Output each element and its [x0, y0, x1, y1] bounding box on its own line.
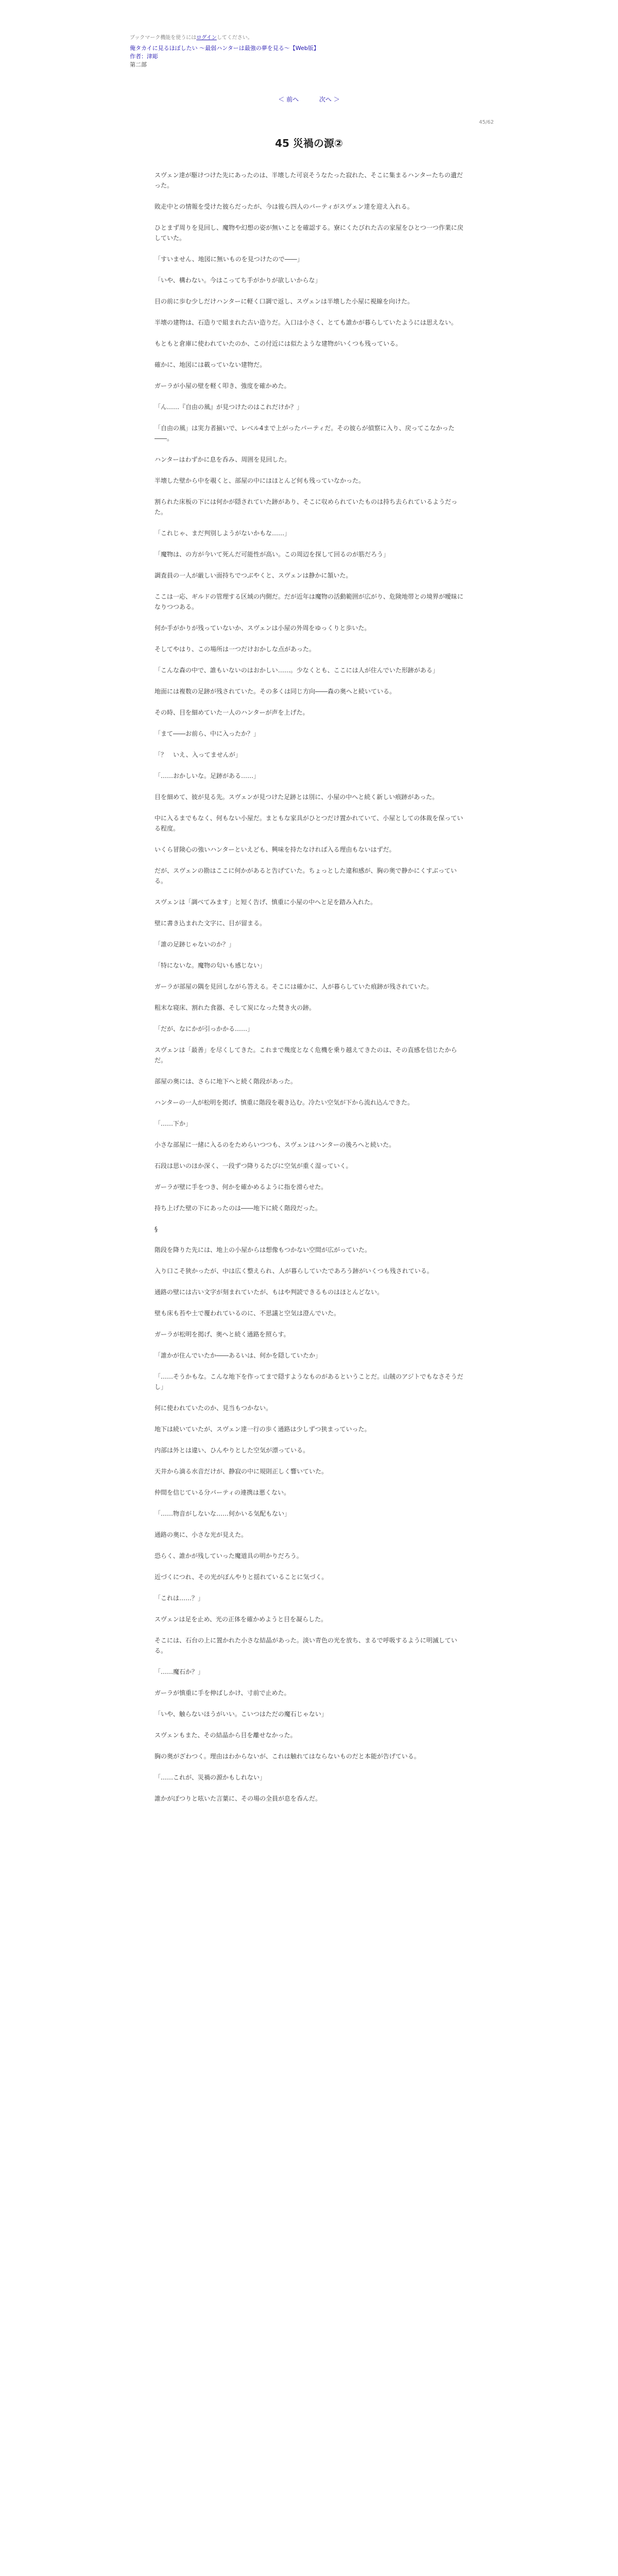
body-paragraph: ひとまず周りを見回し、魔物や幻想の姿が無いことを確認する。寮にくたびれた古の家屋をひとつ一つ作業に戻していた。: [154, 224, 464, 242]
author-link[interactable]: 作者：津彫: [130, 53, 158, 60]
body-paragraph: ガーラが部屋の隅を見回しながら答える。そこには確かに、人が暮らしていた痕跡が残されていた。: [154, 983, 433, 990]
body-paragraph: 調査員の一人が厳しい面持ちでつぶやくと、スヴェンは静かに頷いた。: [154, 572, 352, 579]
body-paragraph: 石段は思いのほか深く、一段ずつ降りるたびに空気が重く湿っていく。: [154, 1162, 352, 1170]
body-paragraph: 「？ いえ、入ってませんが」: [154, 751, 242, 758]
novel-body-part-1: [154, 170, 464, 1213]
next-chapter-link[interactable]: 次へ ＞: [319, 96, 340, 103]
body-paragraph: 「……そうかもな。こんな地下を作ってまで隠すようなものがあるということだ。山賊のアジトでもなさそうだし」: [154, 1373, 464, 1391]
novel-header: [130, 44, 319, 69]
body-paragraph: ガーラが小屋の壁を軽く叩き、強度を確かめた。: [154, 382, 290, 389]
body-paragraph: 「これは……？」: [154, 1595, 204, 1602]
body-paragraph: 胸の奥がざわつく。理由はわからないが、これは触れてはならないものだと本能が告げている。: [154, 1753, 420, 1760]
body-paragraph: 半壊した壁から中を覗くと、部屋の中にはほとんど何も残っていなかった。: [154, 477, 365, 484]
body-paragraph: 目の前に歩む少しだけハンターに軽く口調で返し、スヴェンは半壊した小屋に視線を向けた。: [154, 298, 414, 305]
login-notice-suffix: してください。: [216, 35, 253, 41]
chapter-title: 45 災禍の源②: [275, 137, 343, 149]
body-paragraph: 「……これが、災禍の源かもしれない」: [154, 1774, 266, 1781]
body-paragraph: 通路の壁には古い文字が刻まれていたが、もはや判読できるものはほとんどない。: [154, 1289, 384, 1296]
body-paragraph: スヴェンは「最善」を尽くしてきた。これまで幾度となく危機を乗り越えてきたのは、その直感を信じたからだ。: [154, 1046, 457, 1064]
body-paragraph: 「いや、構わない。今はこってち手がかりが欲しいからな」: [154, 277, 321, 284]
body-paragraph: そこには、石台の上に置かれた小さな結晶があった。淡い青色の光を放ち、まるで呼吸するように明滅している。: [154, 1637, 457, 1654]
body-paragraph: 「……おかしいな。足跡がある……」: [154, 772, 260, 779]
body-paragraph: 小さな部屋に一緒に入るのをためらいつつも、スヴェンはハンターの後ろへと続いた。: [154, 1141, 396, 1148]
prev-chapter-link[interactable]: ＜ 前へ: [278, 96, 299, 103]
body-paragraph: 「いや、触らないほうがいい。こいつはただの魔石じゃない」: [154, 1710, 328, 1718]
body-paragraph: 敗走中との情報を受けた彼らだったが、今は彼ら四人のパーティがスヴェン達を迎え入れる。: [154, 203, 414, 210]
body-paragraph: 「……魔石か？」: [154, 1668, 204, 1675]
body-paragraph: 壁に書き込まれた文字に、目が留まる。: [154, 920, 266, 927]
body-paragraph: 「魔物は、の方が今いて死んだ可能性が高い。この周辺を探して回るのが筋だろう」: [154, 551, 390, 558]
body-paragraph: 恐らく、誰かが残していった魔道具の明かりだろう。: [154, 1552, 303, 1560]
body-paragraph: 天井から滴る水音だけが、静寂の中に規則正しく響いていた。: [154, 1468, 328, 1475]
body-paragraph: 内部は外とは違い、ひんやりとした空気が漂っている。: [154, 1447, 310, 1454]
login-link[interactable]: ログイン: [196, 35, 217, 41]
novel-body: [154, 170, 464, 1815]
body-paragraph: 「誰の足跡じゃないのか？」: [154, 941, 235, 948]
body-paragraph: 「……下か」: [154, 1120, 192, 1127]
body-paragraph: ハンターの一人が松明を掲げ、慎重に階段を覗き込む。冷たい空気が下から流れ込んできた。: [154, 1099, 414, 1106]
body-paragraph: ガーラが壁に手をつき、何かを確かめるように指を滑らせた。: [154, 1183, 328, 1191]
body-paragraph: もともと倉庫に使われていたのか、この付近には似たような建物がいくつも残っている。: [154, 340, 402, 347]
body-paragraph: ガーラが慎重に手を伸ばしかけ、寸前で止めた。: [154, 1689, 290, 1697]
body-paragraph: 何か手がかりが残っていないか、スヴェンは小屋の外周をゆっくりと歩いた。: [154, 624, 371, 632]
body-paragraph: 「すいません、地図に無いものを見つけたので――」: [154, 256, 303, 263]
body-paragraph: 「まて――お前ら、中に入ったか？」: [154, 730, 260, 737]
body-paragraph: ここは一応、ギルドの管理する区域の内側だ。だが近年は魔物の活動範囲が広がり、危険地帯との境界が曖昧になりつつある。: [154, 593, 464, 611]
body-paragraph: 半壊の建物は、石造りで組まれた古い造りだ。入口は小さく、とても誰かが暮らしていたようには思えない。: [154, 319, 457, 326]
body-paragraph: いくら冒険心の強いハンターといえども、興味を持たなければ入る理由もないはずだ。: [154, 846, 396, 853]
chapter-pager: [0, 95, 618, 104]
body-paragraph: スヴェンは「調べてみます」と短く告げ、慎重に小屋の中へと足を踏み入れた。: [154, 899, 377, 906]
body-paragraph: ハンターはわずかに息を呑み、周囲を見回した。: [154, 456, 291, 463]
body-paragraph: スヴェンもまた、その結晶から目を離せなかった。: [154, 1732, 297, 1739]
body-paragraph: 目を細めて、彼が見る先。スヴェンが見つけた足跡とは別に、小屋の中へと続く新しい痕跡があった。: [154, 793, 439, 801]
body-paragraph: 「……物音がしないな……何かいる気配もない」: [154, 1510, 291, 1517]
body-paragraph: 誰かがぽつりと呟いた言葉に、その場の全員が息を呑んだ。: [154, 1795, 322, 1802]
body-paragraph: 割られた床板の下には何かが隠されていた跡があり、そこに収められていたものは持ち去られているようだった。: [154, 498, 458, 516]
body-paragraph: 階段を降りた先には、地上の小屋からは想像もつかない空間が広がっていた。: [154, 1246, 371, 1253]
body-paragraph: スヴェン達が駆けつけた先にあったのは、半壊した可哀そうなたった寂れた、そこに集まるハンターたちの遺だった。: [154, 172, 463, 189]
body-paragraph: 確かに、地図には載っていない建物だ。: [154, 361, 266, 368]
login-notice: [130, 33, 253, 41]
body-paragraph: 「誰かが住んでいたか――あるいは、何かを隠していたか」: [154, 1352, 322, 1359]
body-paragraph: 持ち上げた壁の下にあったのは――地下に続く階段だった。: [154, 1205, 321, 1212]
body-paragraph: だが、スヴェンの勘はここに何かがあると告げていた。ちょっとした違和感が、胸の奥で静かにくすぶっている。: [154, 867, 457, 885]
body-paragraph: ガーラが松明を掲げ、奥へと続く通路を照らす。: [154, 1331, 290, 1338]
body-paragraph: そしてやはり、この場所は一つだけおかしな点があった。: [154, 646, 315, 653]
chapter-number: 45/62: [479, 120, 494, 125]
novel-body-part-2: [154, 1245, 464, 1804]
body-paragraph: 部屋の奥には、さらに地下へと続く階段があった。: [154, 1078, 297, 1085]
body-paragraph: 仲間を信じている分パーティの連携は悪くない。: [154, 1489, 290, 1496]
body-paragraph: 近づくにつれ、その光がぼんやりと揺れていることに気づく。: [154, 1573, 328, 1581]
body-paragraph: 入り口こそ狭かったが、中は広く整えられ、人が暮らしていたであろう跡がいくつも残されている。: [154, 1267, 433, 1275]
body-paragraph: 「自由の風」は実力者揃いで、レベル4まで上がったパーティだ。その彼らが偵察に入り、戻ってこなかった――。: [154, 425, 455, 442]
body-paragraph: 壁も床も苔や土で覆われているのに、不思議と空気は澄んでいた。: [154, 1310, 340, 1317]
part-label: 第二部: [130, 61, 147, 68]
body-paragraph: 「特にないな。魔物の匂いも感じない」: [154, 962, 266, 969]
body-paragraph: 「こんな森の中で、誰もいないのはおかしい……。少なくとも、ここには人が住んでいた形跡がある」: [154, 667, 439, 674]
body-paragraph: 「ん……『自由の風』が見つけたのはこれだけか？」: [154, 403, 303, 411]
body-paragraph: 粗末な寝床、割れた食器、そして炭になった焚き火の跡。: [154, 1004, 316, 1011]
body-paragraph: スヴェンは足を止め、光の正体を確かめようと目を凝らした。: [154, 1616, 328, 1623]
series-title-link[interactable]: 俺タカイに見るほぼしたい 〜最弱ハンターは最強の夢を見る〜【Web版】: [130, 45, 319, 52]
body-paragraph: 通路の奥に、小さな光が見えた。: [154, 1531, 248, 1538]
body-paragraph: その時、目を細めていた一人のハンターが声を上げた。: [154, 709, 309, 716]
login-notice-prefix: ブックマーク機能を使うには: [130, 35, 197, 41]
body-paragraph: 地面には複数の足跡が残されていた。その多くは同じ方向――森の奥へと続いている。: [154, 688, 396, 695]
body-paragraph: 「だが、なにかが引っかかる……」: [154, 1025, 254, 1032]
body-paragraph: 中に入るまでもなく、何もない小屋だ。まともな家具がひとつだけ置かれていて、小屋としての体裁を保っている程度。: [154, 815, 464, 832]
body-paragraph: 何に使われていたのか、見当もつかない。: [154, 1404, 272, 1412]
body-paragraph: 「これじゃ、まだ判別しようがないかもな……」: [154, 530, 291, 537]
scene-separator: §: [154, 1226, 158, 1233]
body-paragraph: 地下は続いていたが、スヴェン達一行の歩く通路は少しずつ狭まっていった。: [154, 1426, 371, 1433]
